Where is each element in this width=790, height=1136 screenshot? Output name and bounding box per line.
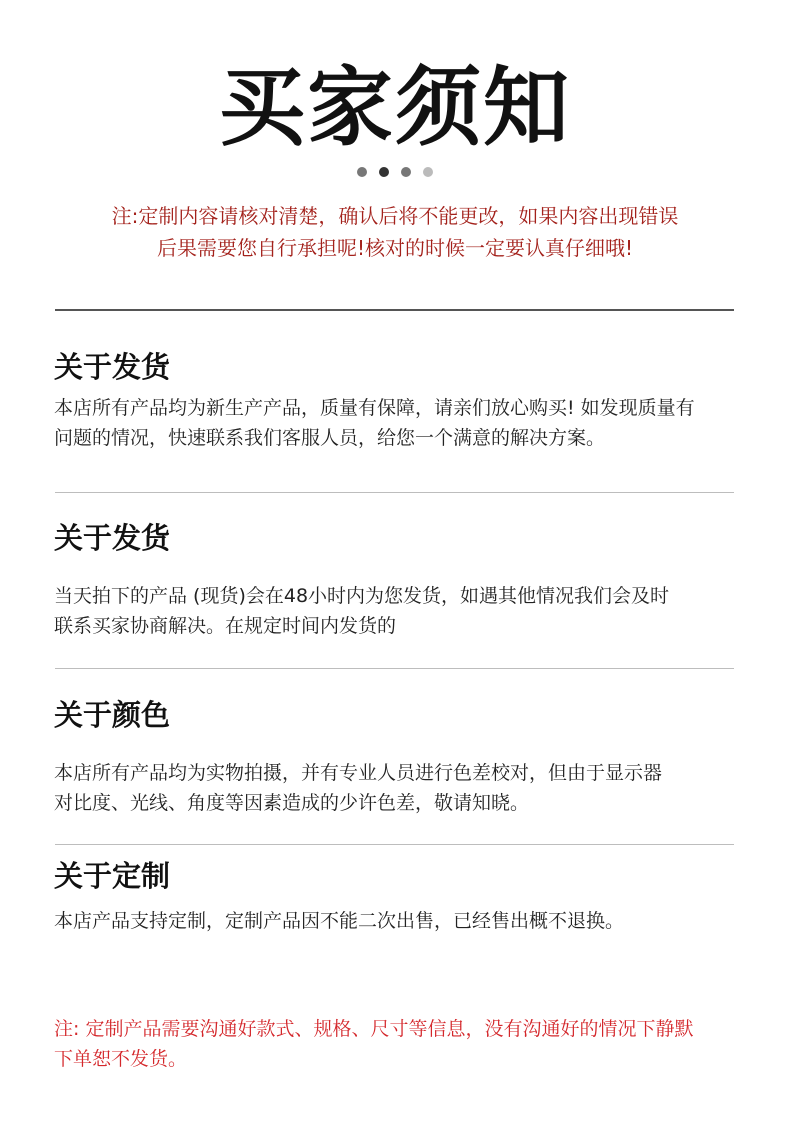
section-heading-customization: 关于定制 [54, 859, 171, 893]
section-body-line: 本店所有产品均为新生产产品，质量有保障，请亲们放心购买! 如发现质量有 [54, 397, 695, 419]
section-body-line: 当天拍下的产品 (现货)会在48小时内为您发货，如遇其他情况我们会及时 [54, 585, 670, 607]
dot-1 [357, 167, 367, 177]
section-heading-shipping-time: 关于发货 [54, 521, 171, 555]
section-divider [55, 668, 734, 669]
section-body-line: 对比度、光线、角度等因素造成的少许色差，敬请知晓。 [54, 792, 530, 814]
section-divider [55, 492, 734, 493]
page-title: 买家须知 [219, 58, 571, 158]
custom-notice-line-1: 注:定制内容请核对清楚，确认后将不能更改，如果内容出现错误 [111, 204, 679, 228]
section-divider [55, 844, 734, 845]
section-heading-color: 关于颜色 [54, 698, 171, 732]
footer-notice [54, 1014, 744, 1074]
dot-2 [379, 167, 389, 177]
section-heading-shipping-quality: 关于发货 [54, 350, 171, 384]
custom-notice-line-2: 后果需要您自行承担呢!核对的时候一定要认真仔细哦! [156, 236, 634, 260]
top-divider [55, 309, 734, 311]
section-body-line: 本店所有产品均为实物拍摄，并有专业人员进行色差校对，但由于显示器 [54, 762, 663, 784]
decorative-dots [0, 167, 790, 177]
section-body-line: 本店产品支持定制，定制产品因不能二次出售，已经售出概不退换。 [54, 910, 625, 932]
custom-notice [60, 200, 730, 264]
footer-notice-line-2: 下单恕不发货。 [54, 1048, 188, 1070]
footer-notice-line-1: 注: 定制产品需要沟通好款式、规格、尺寸等信息，没有沟通好的情况下静默 [54, 1018, 694, 1040]
section-body-customization [54, 906, 744, 936]
section-body-shipping-time [54, 581, 744, 641]
dot-4 [423, 167, 433, 177]
section-body-line: 联系买家协商解决。在规定时间内发货的 [54, 615, 397, 637]
section-body-line: 问题的情况，快速联系我们客服人员，给您一个满意的解决方案。 [54, 427, 606, 449]
section-body-color [54, 758, 744, 818]
dot-3 [401, 167, 411, 177]
section-body-shipping-quality [54, 393, 744, 453]
